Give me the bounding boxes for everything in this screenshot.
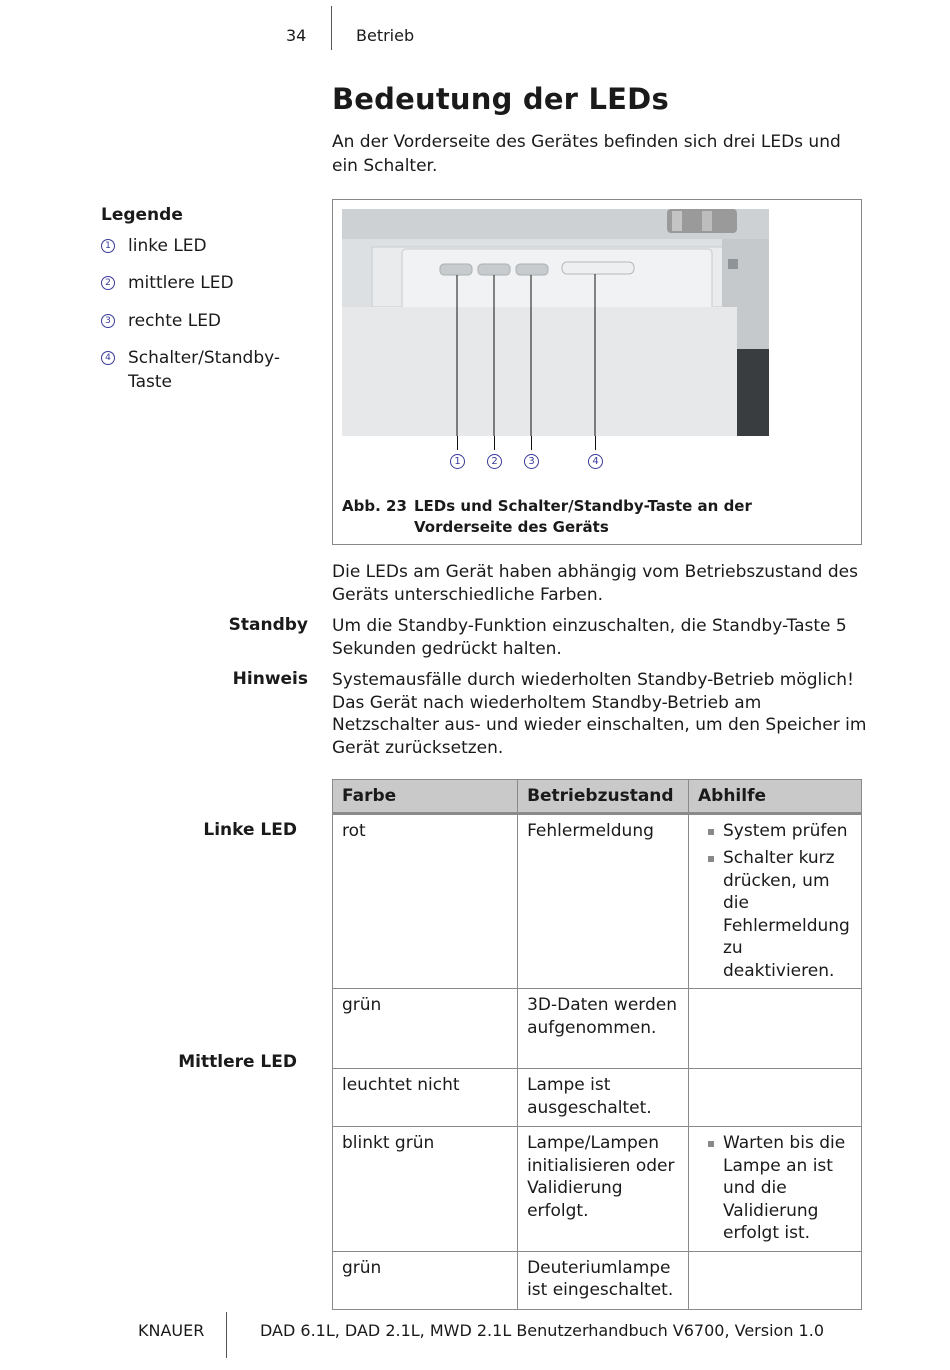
legend-item bbox=[101, 271, 301, 295]
page-title: Bedeutung der LEDs bbox=[332, 82, 669, 116]
cell-zustand: Lampe ist ausgeschaltet. bbox=[518, 1069, 689, 1127]
section-title: Betrieb bbox=[356, 26, 415, 45]
figure-caption bbox=[342, 496, 842, 538]
header-divider bbox=[331, 6, 332, 50]
table-row bbox=[333, 1069, 862, 1127]
figure-caption-text: LEDs und Schalter/Standby-Taste an der Vorderseite des Geräts bbox=[414, 497, 752, 536]
legend-item bbox=[101, 346, 281, 394]
cell-zustand: Deuteriumlampe ist eingeschaltet. bbox=[518, 1251, 689, 1309]
cell-abhilfe bbox=[689, 1069, 862, 1127]
table-row bbox=[333, 1251, 862, 1309]
cell-farbe: blinkt grün bbox=[333, 1127, 518, 1252]
cell-abhilfe bbox=[689, 1127, 862, 1252]
column-header: Farbe bbox=[333, 780, 518, 814]
led-status-table bbox=[332, 779, 862, 1310]
figure-box bbox=[332, 199, 862, 545]
callout-2: 2 bbox=[487, 454, 502, 469]
cell-farbe: grün bbox=[333, 1251, 518, 1309]
callout-4: 4 bbox=[588, 454, 603, 469]
marker-1: 1 bbox=[101, 239, 115, 253]
hinweis-text: Systemausfälle durch wiederholten Standby-Betrieb möglich! Das Gerät nach wiederholtem Standby-Betrieb am Netzschalter aus- und wieder einschalten, um den Speicher im Gerät zurücksetzen. bbox=[332, 670, 867, 758]
list-item: System prüfen bbox=[698, 820, 852, 843]
footer-document-title: DAD 6.1L, DAD 2.1L, MWD 2.1L Benutzerhandbuch V6700, Version 1.0 bbox=[260, 1321, 824, 1340]
list-item: Warten bis die Lampe an ist und die Validierung erfolgt ist. bbox=[698, 1132, 852, 1245]
legend-item bbox=[101, 309, 301, 333]
column-header: Betriebzustand bbox=[518, 780, 689, 814]
intro-paragraph: An der Vorderseite des Gerätes befinden sich drei LEDs und ein Schalter. bbox=[332, 132, 841, 176]
legend-item-label: mittlere LED bbox=[128, 273, 234, 293]
legend-title: Legende bbox=[101, 205, 183, 225]
cell-zustand: Fehlermeldung bbox=[518, 813, 689, 989]
footer-divider bbox=[226, 1312, 227, 1358]
marker-4: 4 bbox=[101, 351, 115, 365]
page-number: 34 bbox=[286, 26, 307, 45]
remedy-list bbox=[698, 820, 852, 983]
table-header-row bbox=[333, 780, 862, 814]
row-label-linke-led: Linke LED bbox=[203, 820, 297, 840]
callout-1: 1 bbox=[450, 454, 465, 469]
standby-label: Standby bbox=[228, 615, 308, 635]
cell-farbe: leuchtet nicht bbox=[333, 1069, 518, 1127]
cell-abhilfe bbox=[689, 1251, 862, 1309]
list-item: Schalter kurz drücken, um die Fehlermeldung zu deaktivieren. bbox=[698, 847, 852, 982]
cell-zustand: 3D-Daten werden aufgenommen. bbox=[518, 989, 689, 1069]
table-row bbox=[333, 989, 862, 1069]
legend-item-label: rechte LED bbox=[128, 311, 222, 331]
figure-label: Abb. 23 bbox=[342, 497, 407, 515]
legend-item bbox=[101, 234, 301, 258]
hinweis-label: Hinweis bbox=[232, 669, 308, 689]
device-photo bbox=[342, 209, 769, 436]
cell-abhilfe bbox=[689, 989, 862, 1069]
row-label-mittlere-led: Mittlere LED bbox=[178, 1052, 297, 1072]
cell-farbe: grün bbox=[333, 989, 518, 1069]
callout-3: 3 bbox=[524, 454, 539, 469]
marker-2: 2 bbox=[101, 276, 115, 290]
remedy-list bbox=[698, 1132, 852, 1245]
table-row bbox=[333, 813, 862, 989]
device-front-illustration bbox=[342, 209, 769, 436]
table-row bbox=[333, 1127, 862, 1252]
standby-text: Um die Standby-Funktion einzuschalten, die Standby-Taste 5 Sekunden gedrückt halten. bbox=[332, 616, 847, 659]
cell-abhilfe bbox=[689, 813, 862, 989]
legend-item-label: linke LED bbox=[128, 236, 207, 256]
column-header: Abhilfe bbox=[689, 780, 862, 814]
cell-zustand: Lampe/Lampen initialisieren oder Validierung erfolgt. bbox=[518, 1127, 689, 1252]
legend-item-label: Schalter/Standby-Taste bbox=[128, 348, 281, 392]
marker-3: 3 bbox=[101, 314, 115, 328]
cell-farbe: rot bbox=[333, 813, 518, 989]
footer-brand: KNAUER bbox=[138, 1321, 205, 1340]
callout-leader-lines bbox=[333, 436, 863, 450]
led-colors-paragraph: Die LEDs am Gerät haben abhängig vom Betriebszustand des Geräts unterschiedliche Farben. bbox=[332, 562, 858, 605]
